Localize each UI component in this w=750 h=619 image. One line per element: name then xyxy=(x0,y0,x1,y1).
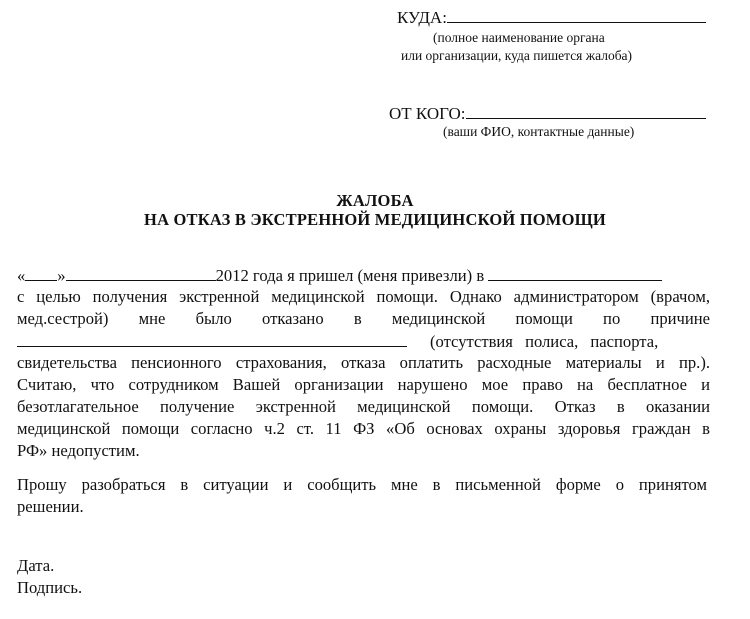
body-line-9: РФ» недопустим. xyxy=(17,441,140,460)
date-label: Дата. xyxy=(17,556,55,575)
body-line-4 xyxy=(17,330,710,352)
signature-block xyxy=(17,555,82,599)
from-label: ОТ КОГО: xyxy=(389,104,466,123)
body-line-4-text: (отсутствия полиса, паспорта, xyxy=(430,332,659,351)
close-quote: » xyxy=(57,266,66,285)
from-blank-line[interactable] xyxy=(466,103,706,119)
document-title-line2: НА ОТКАЗ В ЭКСТРЕННОЙ МЕДИЦИНСКОЙ ПОМОЩИ xyxy=(144,210,606,229)
reason-blank[interactable] xyxy=(17,330,407,347)
institution-blank[interactable] xyxy=(488,264,662,281)
to-blank-line[interactable] xyxy=(447,7,706,23)
body-line-5: свидетельства пенсионного страхования, отказа оплатить расходные материалы и пр.). xyxy=(17,353,710,372)
signature-label: Подпись. xyxy=(17,578,83,597)
document-title-line1: ЖАЛОБА xyxy=(336,191,414,210)
request-paragraph xyxy=(17,474,710,518)
body-line-3: мед.сестрой) мне было отказано в медицинской помощи по причине xyxy=(17,309,710,328)
to-field xyxy=(397,7,706,28)
year-text: 2012 года я пришел (меня привезли) в xyxy=(215,266,489,285)
body-line-7: безотлагательное получение экстренной медицинской помощи. Отказ в оказании xyxy=(17,397,710,416)
body-line-6: Считаю, что сотрудником Вашей организации нарушено мое право на бесплатное и xyxy=(17,375,710,394)
to-note-line1: (полное наименование органа xyxy=(433,30,605,45)
month-blank[interactable] xyxy=(66,264,216,281)
complaint-body xyxy=(17,264,710,462)
open-quote: « xyxy=(17,266,26,285)
from-field xyxy=(389,103,706,124)
day-blank[interactable] xyxy=(25,264,57,281)
from-note: (ваши ФИО, контактные данные) xyxy=(443,124,635,139)
to-label: КУДА: xyxy=(397,8,447,27)
request-line-2: решении. xyxy=(17,497,84,516)
to-note-line2: или организации, куда пишется жалоба) xyxy=(401,48,633,63)
body-line-2: с целью получения экстренной медицинской помощи. Однако администратором (врачом, xyxy=(17,287,710,306)
body-line-1 xyxy=(17,264,710,286)
request-line-1: Прошу разобраться в ситуации и сообщить мне в письменной форме о принятом xyxy=(17,475,707,494)
body-line-8: медицинской помощи согласно ч.2 ст. 11 ФЗ «Об основах охраны здоровья граждан в xyxy=(17,419,710,438)
